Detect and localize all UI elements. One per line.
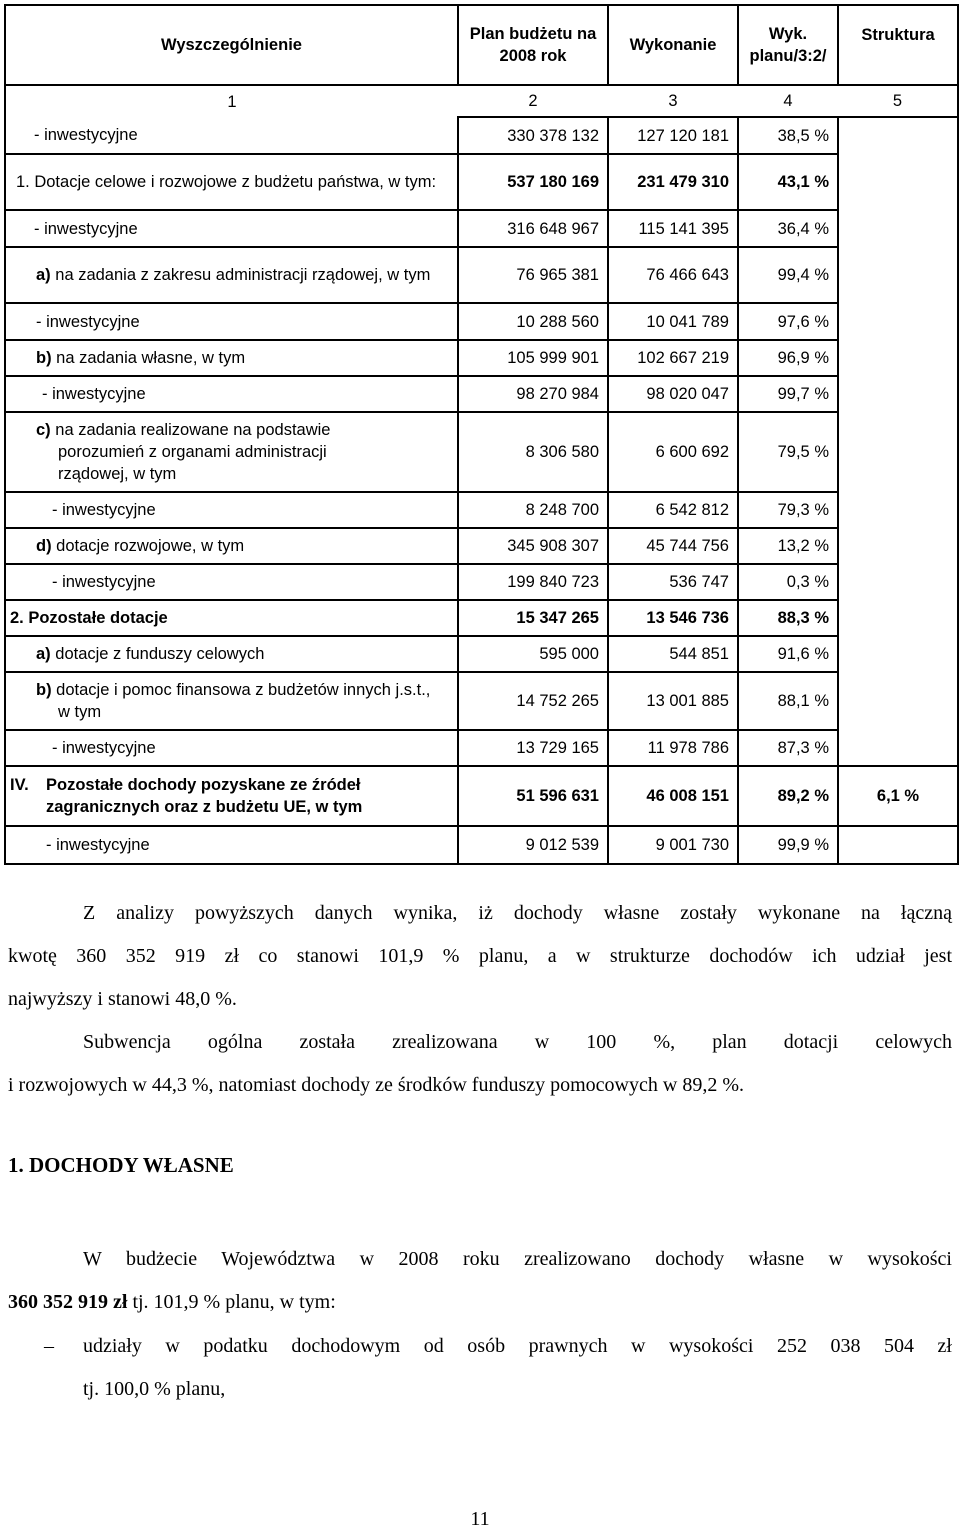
table-row xyxy=(5,564,958,600)
row-wykonanie: 45 744 756 xyxy=(608,528,738,564)
row-wykonanie: 13 546 736 xyxy=(608,600,738,636)
row-plan: 13 729 165 xyxy=(458,730,608,766)
row-label: - inwestycyjne xyxy=(36,312,140,331)
row-plan: 51 596 631 xyxy=(458,766,608,826)
row-procent: 99,4 % xyxy=(738,247,838,303)
row-wykonanie: 127 120 181 xyxy=(608,117,738,154)
row-label: dotacje rozwojowe, w tym xyxy=(56,537,245,555)
row-wykonanie: 13 001 885 xyxy=(608,672,738,730)
table-row xyxy=(5,528,958,564)
row-label: dotacje i pomoc finansowa z budżetów innych j.s.t., w tym xyxy=(56,681,431,721)
header-wyk-planu: Wyk. planu/3:2/ xyxy=(738,5,838,85)
row-plan: 8 248 700 xyxy=(458,492,608,528)
row-wykonanie: 115 141 395 xyxy=(608,210,738,247)
paragraph-dochody xyxy=(8,1238,952,1324)
paragraph-line xyxy=(8,1281,952,1324)
row-struktura: 6,1 % xyxy=(838,766,958,826)
table-row xyxy=(5,154,958,210)
paragraph-line-rest: tj. 101,9 % planu, w tym: xyxy=(127,1291,336,1313)
row-label: - inwestycyjne xyxy=(52,573,156,591)
row-plan: 9 012 539 xyxy=(458,826,608,864)
table-row xyxy=(5,492,958,528)
row-label: - inwestycyjne xyxy=(46,836,150,854)
row-wykonanie: 76 466 643 xyxy=(608,247,738,303)
table-row xyxy=(5,303,958,340)
table-row xyxy=(5,247,958,303)
row-struktura xyxy=(838,826,958,864)
row-struktura xyxy=(838,117,958,766)
row-plan: 15 347 265 xyxy=(458,600,608,636)
row-wykonanie: 536 747 xyxy=(608,564,738,600)
paragraph-line: kwotę 360 352 919 zł co stanowi 101,9 % planu, a w strukturze dochodów ich udział jest xyxy=(8,945,952,967)
header-wyszczegolnienie: Wyszczególnienie xyxy=(5,5,458,85)
row-plan: 98 270 984 xyxy=(458,376,608,412)
column-number: 3 xyxy=(608,85,738,117)
row-wykonanie: 6 542 812 xyxy=(608,492,738,528)
table-row xyxy=(5,730,958,766)
row-plan: 199 840 723 xyxy=(458,564,608,600)
row-wykonanie: 544 851 xyxy=(608,636,738,672)
table-row xyxy=(5,117,958,154)
row-wykonanie: 11 978 786 xyxy=(608,730,738,766)
bullet-line: udziały w podatku dochodowym od osób prawnych w wysokości 252 038 504 zł xyxy=(83,1335,952,1357)
row-procent: 88,3 % xyxy=(738,600,838,636)
header-wykonanie: Wykonanie xyxy=(608,5,738,85)
row-procent: 97,6 % xyxy=(738,303,838,340)
column-number: 2 xyxy=(458,85,608,117)
row-procent: 99,7 % xyxy=(738,376,838,412)
row-plan: 76 965 381 xyxy=(458,247,608,303)
row-procent: 87,3 % xyxy=(738,730,838,766)
row-label: - inwestycyjne xyxy=(52,739,156,757)
table-row xyxy=(5,826,958,864)
row-label: 1. Dotacje celowe i rozwojowe z budżetu państwa, w tym: xyxy=(16,173,437,191)
row-label: dotacje z funduszy celowych xyxy=(55,645,265,663)
row-label: na zadania z zakresu administracji rządowej, w tym xyxy=(55,266,431,284)
column-number: 1 xyxy=(5,85,458,117)
table-row xyxy=(5,340,958,376)
table-row xyxy=(5,210,958,247)
paragraph-line: Subwencja ogólna została zrealizowana w 100 %, plan dotacji celowych xyxy=(83,1031,952,1053)
row-prefix: b) xyxy=(36,681,52,699)
row-procent: 79,5 % xyxy=(738,412,838,492)
row-wykonanie: 98 020 047 xyxy=(608,376,738,412)
section-heading: 1. DOCHODY WŁASNE xyxy=(8,1153,234,1177)
row-procent: 38,5 % xyxy=(738,117,838,154)
paragraph-summary xyxy=(8,892,952,1107)
row-prefix: IV. xyxy=(10,776,29,794)
row-prefix: c) xyxy=(36,421,51,439)
row-plan: 345 908 307 xyxy=(458,528,608,564)
page-number: 11 xyxy=(470,1508,490,1530)
row-prefix: a) xyxy=(36,266,51,284)
row-procent: 99,9 % xyxy=(738,826,838,864)
row-plan: 105 999 901 xyxy=(458,340,608,376)
row-label: - inwestycyjne xyxy=(42,385,146,403)
row-procent: 89,2 % xyxy=(738,766,838,826)
table-row xyxy=(5,672,958,730)
row-procent: 13,2 % xyxy=(738,528,838,564)
row-plan: 537 180 169 xyxy=(458,154,608,210)
header-struktura: Struktura xyxy=(838,5,958,85)
row-wykonanie: 46 008 151 xyxy=(608,766,738,826)
row-procent: 0,3 % xyxy=(738,564,838,600)
row-plan: 8 306 580 xyxy=(458,412,608,492)
row-plan: 595 000 xyxy=(458,636,608,672)
paragraph-line: Z analizy powyższych danych wynika, iż dochody własne zostały wykonane na łączną xyxy=(83,902,952,924)
table-row xyxy=(5,636,958,672)
row-wykonanie: 6 600 692 xyxy=(608,412,738,492)
row-wykonanie: 102 667 219 xyxy=(608,340,738,376)
paragraph-line: najwyższy i stanowi 48,0 %. xyxy=(8,988,237,1010)
column-number: 4 xyxy=(738,85,838,117)
table-row xyxy=(5,412,958,492)
row-plan: 330 378 132 xyxy=(458,117,608,154)
row-label: - inwestycyjne xyxy=(52,501,156,519)
row-prefix: d) xyxy=(36,537,52,555)
row-wykonanie: 9 001 730 xyxy=(608,826,738,864)
paragraph-line: i rozwojowych w 44,3 %, natomiast dochody ze środków funduszy pomocowych w 89,2 %. xyxy=(8,1074,744,1096)
row-procent: 79,3 % xyxy=(738,492,838,528)
row-procent: 91,6 % xyxy=(738,636,838,672)
header-row xyxy=(5,5,958,85)
table-row xyxy=(5,376,958,412)
row-procent: 36,4 % xyxy=(738,210,838,247)
row-label: na zadania realizowane na podstawie porozumień z organami administracji rządowej, w tym xyxy=(55,421,331,483)
row-prefix: b) xyxy=(36,349,52,367)
table-row xyxy=(5,600,958,636)
row-label: 2. Pozostałe dotacje xyxy=(10,609,168,627)
row-wykonanie: 231 479 310 xyxy=(608,154,738,210)
row-label: Pozostałe dochody pozyskane ze źródeł zagranicznych oraz z budżetu UE, w tym xyxy=(46,776,363,816)
row-label: na zadania własne, w tym xyxy=(56,349,246,367)
row-label: - inwestycyjne xyxy=(34,219,138,238)
header-plan: Plan budżetu na 2008 rok xyxy=(458,5,608,85)
row-procent: 43,1 % xyxy=(738,154,838,210)
row-wykonanie: 10 041 789 xyxy=(608,303,738,340)
bullet-line: tj. 100,0 % planu, xyxy=(83,1378,226,1400)
column-number: 5 xyxy=(838,85,958,117)
bullet-item xyxy=(8,1325,952,1411)
row-label: - inwestycyjne xyxy=(34,126,138,144)
table-row xyxy=(5,766,958,826)
row-plan: 10 288 560 xyxy=(458,303,608,340)
amount-bold: 360 352 919 zł xyxy=(8,1291,128,1313)
row-plan: 316 648 967 xyxy=(458,210,608,247)
row-plan: 14 752 265 xyxy=(458,672,608,730)
row-procent: 96,9 % xyxy=(738,340,838,376)
column-number-row xyxy=(5,85,958,117)
paragraph-line: W budżecie Województwa w 2008 roku zrealizowano dochody własne w wysokości xyxy=(83,1248,952,1270)
bullet-dash: – xyxy=(44,1335,54,1357)
budget-table xyxy=(4,4,959,865)
row-procent: 88,1 % xyxy=(738,672,838,730)
row-prefix: a) xyxy=(36,645,51,663)
